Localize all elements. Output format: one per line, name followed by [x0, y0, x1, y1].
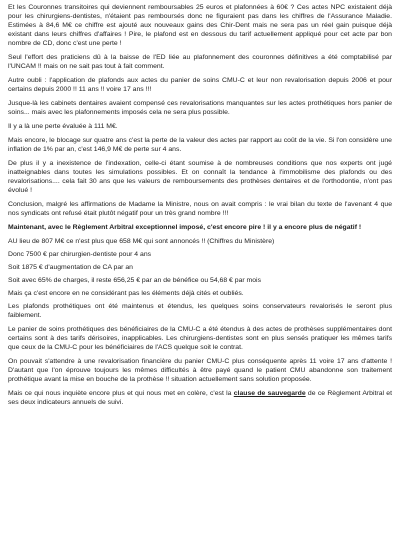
paragraph-panier-cmu: Le panier de soins prothétiques des bénéficiaires de la CMU-C a été étendus à des actes de prothèses supplémentaires dont certains sont à des tarifs dérisoires, inapplicables. Les chirurgiens-dentistes sont en plus sensés pratiquer les mêmes tarifs que ceux de la CMU-C pour les bénéficiaires de l'ACS quelque soit le contrat.	[8, 326, 392, 351]
line-807: AU lieu de 807 M€ ce n'est plus que 658 M€ qui sont annoncés !! (Chiffres du Ministère)	[8, 238, 275, 245]
paragraph-clause-sauvegarde	[8, 389, 392, 407]
paragraph-perte-111: Il y a là une perte évaluée à 111 M€.	[8, 123, 118, 130]
paragraph-indexation: De plus il y a inexistence de l'indexation, celle-ci étant soumise à de nombreuses conditions que nos experts ont jugé inatteignables dans toutes les simulations possibles. Et on connaît la tendance à l'immobilisme des plafonds ou des revalorisations.... cela fait 30 ans que les valeurs de remboursements des prothèses dentaires et de l'orthodontie, n'ont pas évolué !	[8, 160, 392, 194]
paragraph-reglement-arbitral: Maintenant, avec le Règlement Arbitral exceptionnel imposé, c'est encore pire ! il y a encore plus de négatif !	[8, 224, 362, 231]
line-1875: Soit 1875 € d'augmentation de CA par an	[8, 264, 133, 271]
paragraph-blocage: Mais encore, le blocage sur quatre ans c'est la perte de la valeur des actes par rapport au coût de la vie. Si l'on considère une inflation de 1% par an, c'est 146,9 M€ de perte sur 4 ans.	[8, 137, 392, 153]
line-charges: Soit avec 65% de charges, il reste 656,25 € par an de bénéfice ou 54,68 € par mois	[8, 277, 262, 284]
clause-de-sauvegarde-link: clause de sauvegarde	[233, 390, 306, 397]
paragraph-revalorisation: On pouvait s'attendre à une revalorisation financière du panier CMU-C plus conséquente après 11 voire 17 ans d'attente ! D'autant que l'on éprouve toujours les mêmes difficultés à être payé quand le patient CMU abandonne son traitement prothétique avant la mise en bouche de la prothèse !! situation actuellement sans solution proposée.	[8, 358, 392, 383]
clause-text-after: de ce Règlement Arbitral et ses deux indicateurs annuels de suivi.	[8, 390, 393, 406]
paragraph-couronnes-transitoires: Et les Couronnes transitoires qui deviennent remboursables 25 euros et plafonnées à 60€ ? Ces actes NPC existaient déjà pour les chirurgiens-dentistes, n'étaient pas remboursés donc ne figuraient pas dans les chiffres de l'Assurance Maladie. Estimées à 84,6 M€ ce chiffre est ajouté aux nouveaux gains des Chir-Dent mais ne sera pas un réel gain puisque déjà existant dans leurs chiffres d'affaires ! Pire, le plafond est en dessous du tarif actuellement appliqué pour cet acte par bon nombre de CD, donc c'est une perte !	[8, 4, 392, 47]
paragraph-effort-praticiens: Seul l'effort des praticiens dû à la baisse de l'ED liée au plafonnement des couronnes définitives a été comptabilisé par l'UNCAM !! mais on ne sait pas tout à fait comment.	[8, 54, 392, 70]
paragraph-plafonds-maintenus: Les plafonds prothétiques ont été maintenus et étendus, les quelques soins conservateurs revalorisés le seront plus faiblement.	[8, 303, 392, 319]
clause-text-before: Mais ce qui nous inquiète encore plus et qui nous met en colère, c'est la	[8, 390, 234, 397]
line-7500: Donc 7500 € par chirurgien-dentiste pour 4 ans	[8, 251, 152, 258]
line-non-considere: Mais ça c'est encore en ne considérant pas les éléments déjà cités et oubliés.	[8, 290, 244, 297]
paragraph-compensation: Jusque-là les cabinets dentaires avaient compensé ces revalorisations manquantes sur les actes prothétiques hors panier de soins... mais avec les plafonnements imposés cela ne sera plus possible.	[8, 100, 392, 116]
paragraph-conclusion: Conclusion, malgré les affirmations de Madame la Ministre, nous on avait compris : le vrai bilan du texte de l'avenant 4 que nos syndicats ont refusé était plutôt négatif pour un très grand nombre !!!	[8, 201, 392, 217]
paragraph-autre-oubli: Autre oubli : l'application de plafonds aux actes du panier de soins CMU-C et leur non revalorisation depuis 2006 et pour certains depuis 2000 !! 11 ans !! voire 17 ans !!!	[8, 77, 392, 93]
